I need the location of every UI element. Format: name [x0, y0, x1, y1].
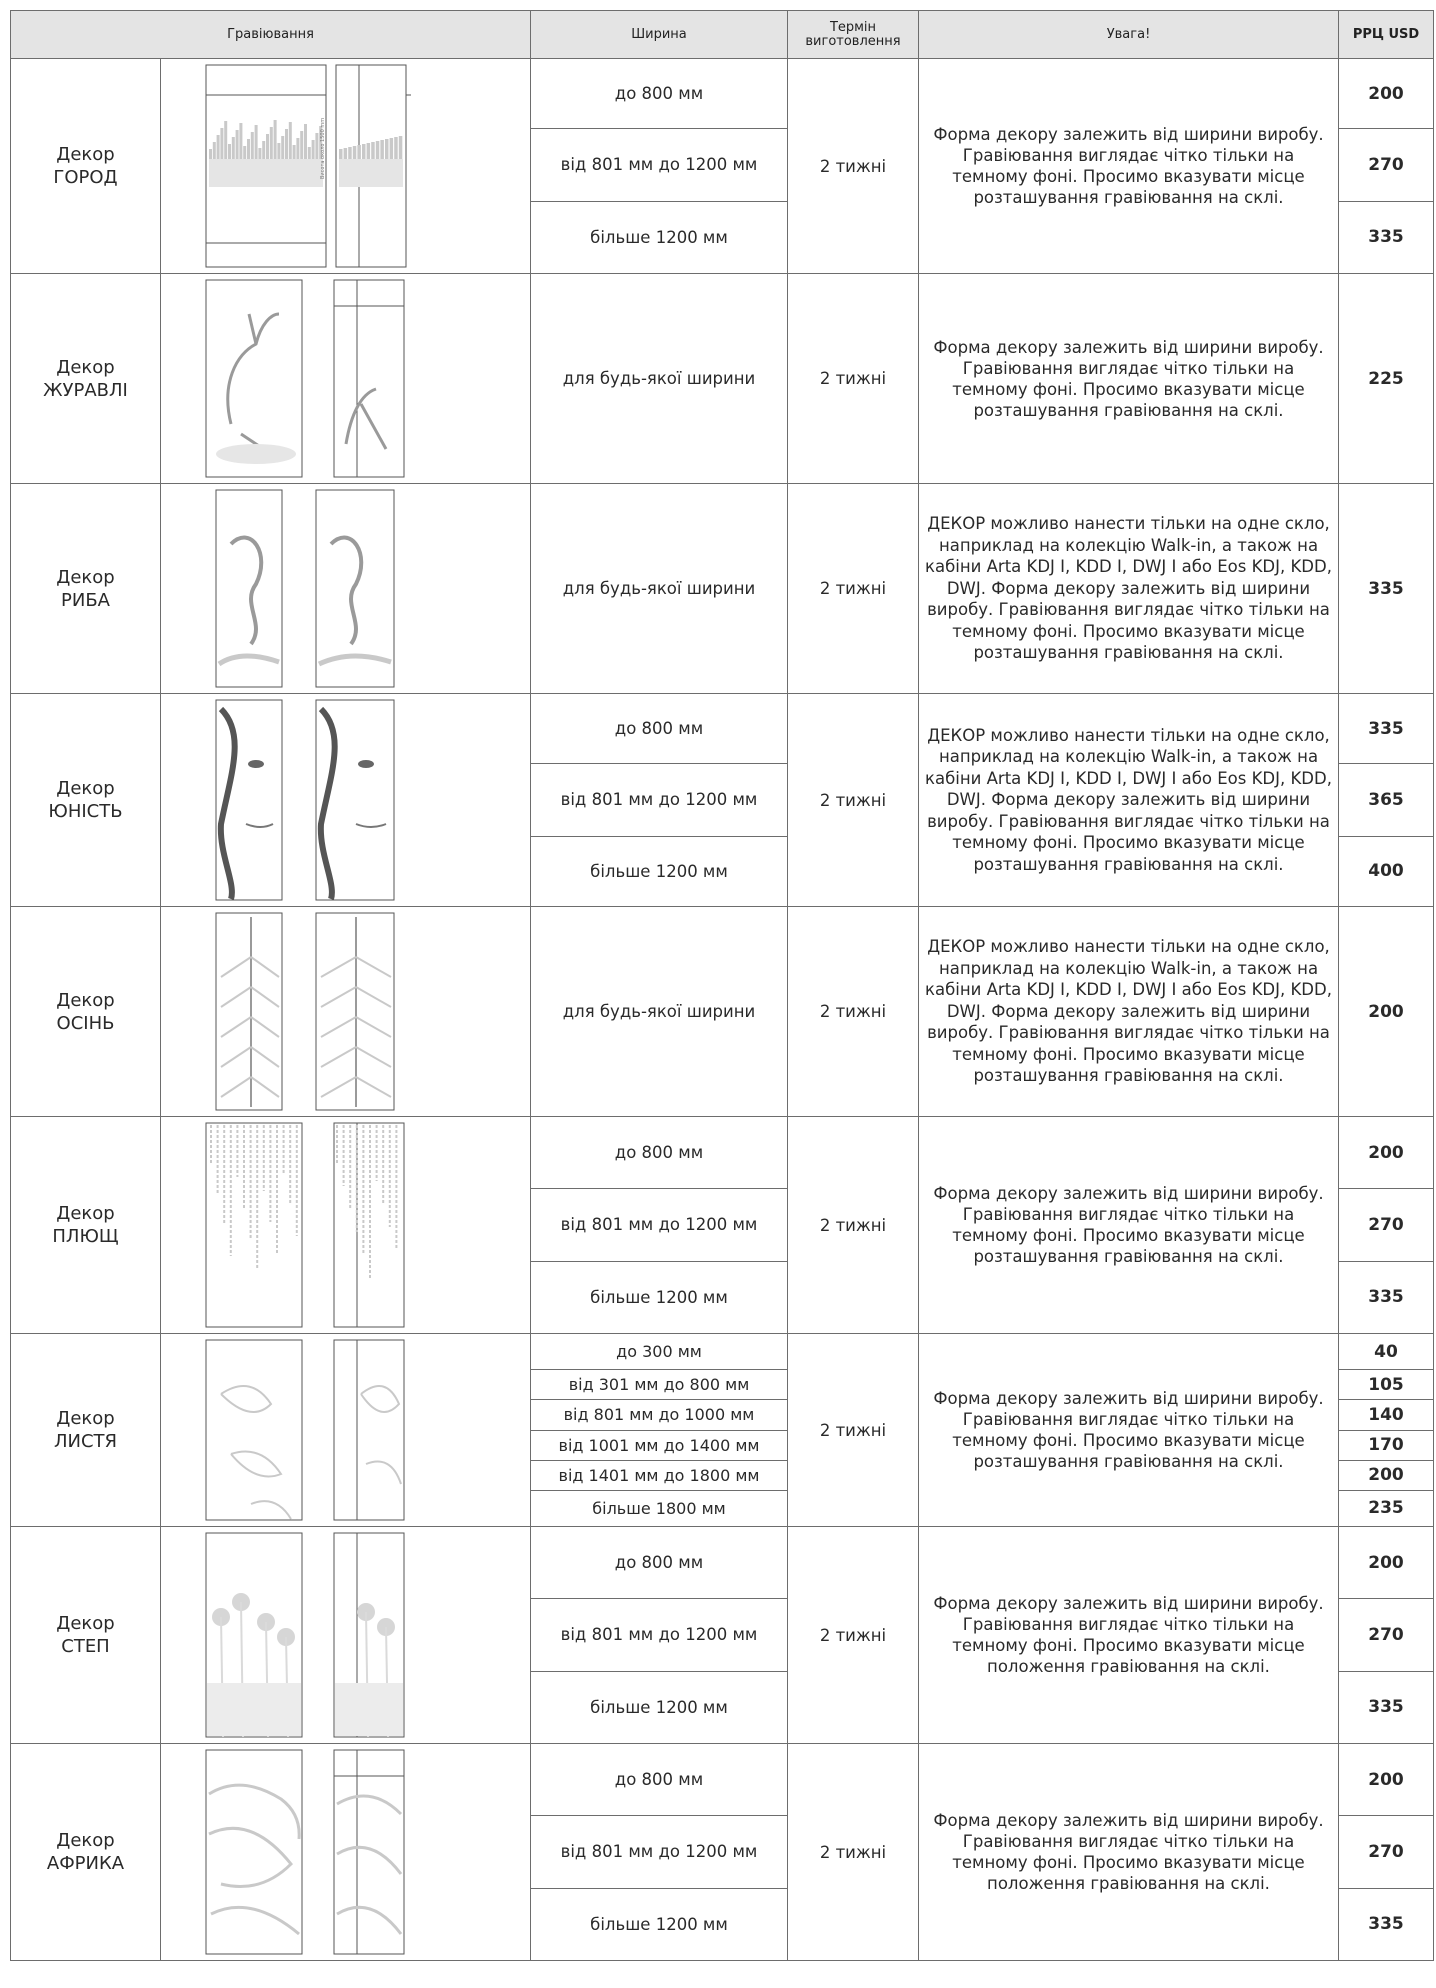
leaves-engraving-image — [161, 1334, 531, 1526]
production-term: 2 тижні — [788, 274, 919, 484]
decor-name-title: АФРИКА — [46, 1853, 125, 1874]
width-range: більше 1200 мм — [531, 201, 788, 273]
decor-name — [11, 274, 161, 484]
decor-image-cell — [161, 1334, 531, 1527]
production-term: 2 тижні — [788, 1117, 919, 1334]
width-range: від 801 мм до 1200 мм — [531, 129, 788, 201]
decor-note: Форма декору залежить від ширини виробу. Гравіювання виглядає чітко тільки на темному фоні. Просимо вказувати місце положення гравіювання на склі. — [919, 1744, 1339, 1961]
decor-name-title: РИБА — [61, 589, 110, 611]
decor-image-cell — [161, 1744, 531, 1961]
price-value: 40 — [1339, 1334, 1434, 1370]
image-height-note: Висота около 1500 mm — [320, 117, 326, 179]
header-note: Увага! — [919, 11, 1339, 59]
decor-name-title: ЖУРАВЛІ — [43, 379, 128, 401]
width-range: для будь-якої ширини — [531, 484, 788, 694]
price-value: 365 — [1339, 764, 1434, 836]
decor-name — [11, 1744, 161, 1961]
decor-note: Форма декору залежить від ширини виробу. Гравіювання виглядає чітко тільки на темному фоні. Просимо вказувати місце розташування гравіювання на склі. — [919, 59, 1339, 274]
decor-name-label: Декор — [56, 144, 115, 165]
decor-row — [11, 59, 1434, 129]
decor-row — [11, 907, 1434, 1117]
production-term: 2 тижні — [788, 1334, 919, 1527]
decor-note: Форма декору залежить від ширини виробу. Гравіювання виглядає чітко тільки на темному фоні. Просимо вказувати місце розташування гравіювання на склі. — [919, 274, 1339, 484]
price-value: 270 — [1339, 1189, 1434, 1261]
decor-name-label: Декор — [56, 356, 115, 378]
decor-name — [11, 907, 161, 1117]
fish-engraving-image — [161, 484, 531, 693]
decor-row — [11, 1527, 1434, 1599]
price-value: 335 — [1339, 484, 1434, 694]
production-term: 2 тижні — [788, 694, 919, 907]
price-value: 400 — [1339, 836, 1434, 906]
price-value: 170 — [1339, 1430, 1434, 1460]
width-range: більше 1200 мм — [531, 1671, 788, 1743]
production-term: 2 тижні — [788, 907, 919, 1117]
leaf-engraving-image — [161, 907, 531, 1116]
price-value: 235 — [1339, 1490, 1434, 1526]
decor-name-label: Декор — [56, 566, 115, 588]
width-range: до 800 мм — [531, 1527, 788, 1599]
width-range: більше 1200 мм — [531, 1261, 788, 1333]
decor-name — [11, 1117, 161, 1334]
width-range: від 301 мм до 800 мм — [531, 1370, 788, 1400]
decor-name-label: Декор — [56, 778, 115, 799]
ivy-engraving-image — [161, 1117, 531, 1333]
decor-name-label: Декор — [56, 1830, 115, 1851]
decor-name-label: Декор — [56, 1408, 115, 1429]
header-row — [11, 11, 1434, 59]
decor-name — [11, 484, 161, 694]
table-body — [11, 59, 1434, 1961]
decor-name-label: Декор — [56, 989, 115, 1011]
price-value: 140 — [1339, 1400, 1434, 1430]
decor-note: Форма декору залежить від ширини виробу. Гравіювання виглядає чітко тільки на темному фоні. Просимо вказувати місце розташування гравіювання на склі. — [919, 1334, 1339, 1527]
price-table — [10, 10, 1434, 1961]
width-range: від 801 мм до 1200 мм — [531, 1599, 788, 1671]
width-range: більше 1200 мм — [531, 836, 788, 906]
price-value: 335 — [1339, 694, 1434, 764]
decor-note: ДЕКОР можливо нанести тільки на одне скло, наприклад на колекцію Walk-in, а також на кабіни Arta KDJ I, KDD I, DWJ I або Eos KDJ, KDD, DWJ. Форма декору залежить від ширини виробу. Гравіювання виглядає чітко тільки на темному фоні. Просимо вказувати місце розташування гравіювання на склі. — [919, 694, 1339, 907]
decor-image-cell — [161, 694, 531, 907]
width-range: від 1401 мм до 1800 мм — [531, 1460, 788, 1490]
header-width: Ширина — [531, 11, 788, 59]
decor-image-cell — [161, 484, 531, 694]
production-term: 2 тижні — [788, 1527, 919, 1744]
production-term: 2 тижні — [788, 1744, 919, 1961]
header-engraving: Гравіювання — [11, 11, 531, 59]
decor-name-label: Декор — [56, 1203, 115, 1224]
decor-note: ДЕКОР можливо нанести тільки на одне скло, наприклад на колекцію Walk-in, а також на кабіни Arta KDJ I, KDD I, DWJ I або Eos KDJ, KDD, DWJ. Форма декору залежить від ширини виробу. Гравіювання виглядає чітко тільки на темному фоні. Просимо вказувати місце розташування гравіювання на склі. — [919, 907, 1339, 1117]
decor-image-cell — [161, 1527, 531, 1744]
price-value: 270 — [1339, 1599, 1434, 1671]
decor-row — [11, 274, 1434, 484]
decor-name-label: Декор — [56, 1613, 115, 1634]
decor-name — [11, 59, 161, 274]
width-range: від 801 мм до 1200 мм — [531, 764, 788, 836]
decor-row — [11, 1334, 1434, 1370]
crane-engraving-image — [161, 274, 531, 483]
decor-name-title: ПЛЮЩ — [52, 1226, 119, 1247]
price-value: 270 — [1339, 1816, 1434, 1888]
decor-note: Форма декору залежить від ширини виробу. Гравіювання виглядає чітко тільки на темному фоні. Просимо вказувати місце розташування гравіювання на склі. — [919, 1117, 1339, 1334]
width-range: для будь-якої ширини — [531, 274, 788, 484]
width-range: від 1001 мм до 1400 мм — [531, 1430, 788, 1460]
width-range: для будь-якої ширини — [531, 907, 788, 1117]
width-range: від 801 мм до 1200 мм — [531, 1189, 788, 1261]
decor-image-cell — [161, 274, 531, 484]
price-value: 200 — [1339, 1744, 1434, 1816]
decor-name — [11, 1334, 161, 1527]
production-term: 2 тижні — [788, 59, 919, 274]
decor-image-cell — [161, 1117, 531, 1334]
decor-row — [11, 1744, 1434, 1816]
price-value: 105 — [1339, 1370, 1434, 1400]
production-term: 2 тижні — [788, 484, 919, 694]
decor-name — [11, 1527, 161, 1744]
decor-image-cell — [161, 907, 531, 1117]
price-value: 335 — [1339, 201, 1434, 273]
header-term: Термін виготовлення — [788, 11, 919, 59]
decor-image-cell — [161, 59, 531, 274]
price-value: 200 — [1339, 1460, 1434, 1490]
price-value: 335 — [1339, 1261, 1434, 1333]
africa-engraving-image — [161, 1744, 531, 1960]
decor-row — [11, 484, 1434, 694]
decor-row — [11, 694, 1434, 764]
decor-name-title: ГОРОД — [53, 167, 118, 188]
price-value: 225 — [1339, 274, 1434, 484]
price-value: 200 — [1339, 1527, 1434, 1599]
width-range: від 801 мм до 1000 мм — [531, 1400, 788, 1430]
price-value: 200 — [1339, 59, 1434, 129]
decor-note: Форма декору залежить від ширини виробу. Гравіювання виглядає чітко тільки на темному фоні. Просимо вказувати місце положення гравіювання на склі. — [919, 1527, 1339, 1744]
price-value: 200 — [1339, 1117, 1434, 1189]
face-engraving-image — [161, 694, 531, 906]
decor-name-title: ОСІНЬ — [56, 1012, 115, 1034]
header-price: РРЦ USD — [1339, 11, 1434, 59]
price-value: 270 — [1339, 129, 1434, 201]
field-engraving-image — [161, 1527, 531, 1743]
width-range: до 300 мм — [531, 1334, 788, 1370]
price-value: 200 — [1339, 907, 1434, 1117]
width-range: більше 1200 мм — [531, 1888, 788, 1960]
width-range: до 800 мм — [531, 59, 788, 129]
price-value: 335 — [1339, 1888, 1434, 1960]
width-range: від 801 мм до 1200 мм — [531, 1816, 788, 1888]
city-engraving-image — [161, 59, 531, 273]
decor-name-title: ЛИСТЯ — [53, 1431, 118, 1452]
width-range: більше 1800 мм — [531, 1490, 788, 1526]
price-value: 335 — [1339, 1671, 1434, 1743]
decor-note: ДЕКОР можливо нанести тільки на одне скло, наприклад на колекцію Walk-in, а також на кабіни Arta KDJ I, KDD I, DWJ I або Eos KDJ, KDD, DWJ. Форма декору залежить від ширини виробу. Гравіювання виглядає чітко тільки на темному фоні. Просимо вказувати місце розташування гравіювання на склі. — [919, 484, 1339, 694]
decor-name — [11, 694, 161, 907]
width-range: до 800 мм — [531, 694, 788, 764]
decor-name-title: ЮНІСТЬ — [48, 801, 123, 822]
decor-row — [11, 1117, 1434, 1189]
decor-name-title: СТЕП — [61, 1636, 110, 1657]
width-range: до 800 мм — [531, 1744, 788, 1816]
width-range: до 800 мм — [531, 1117, 788, 1189]
